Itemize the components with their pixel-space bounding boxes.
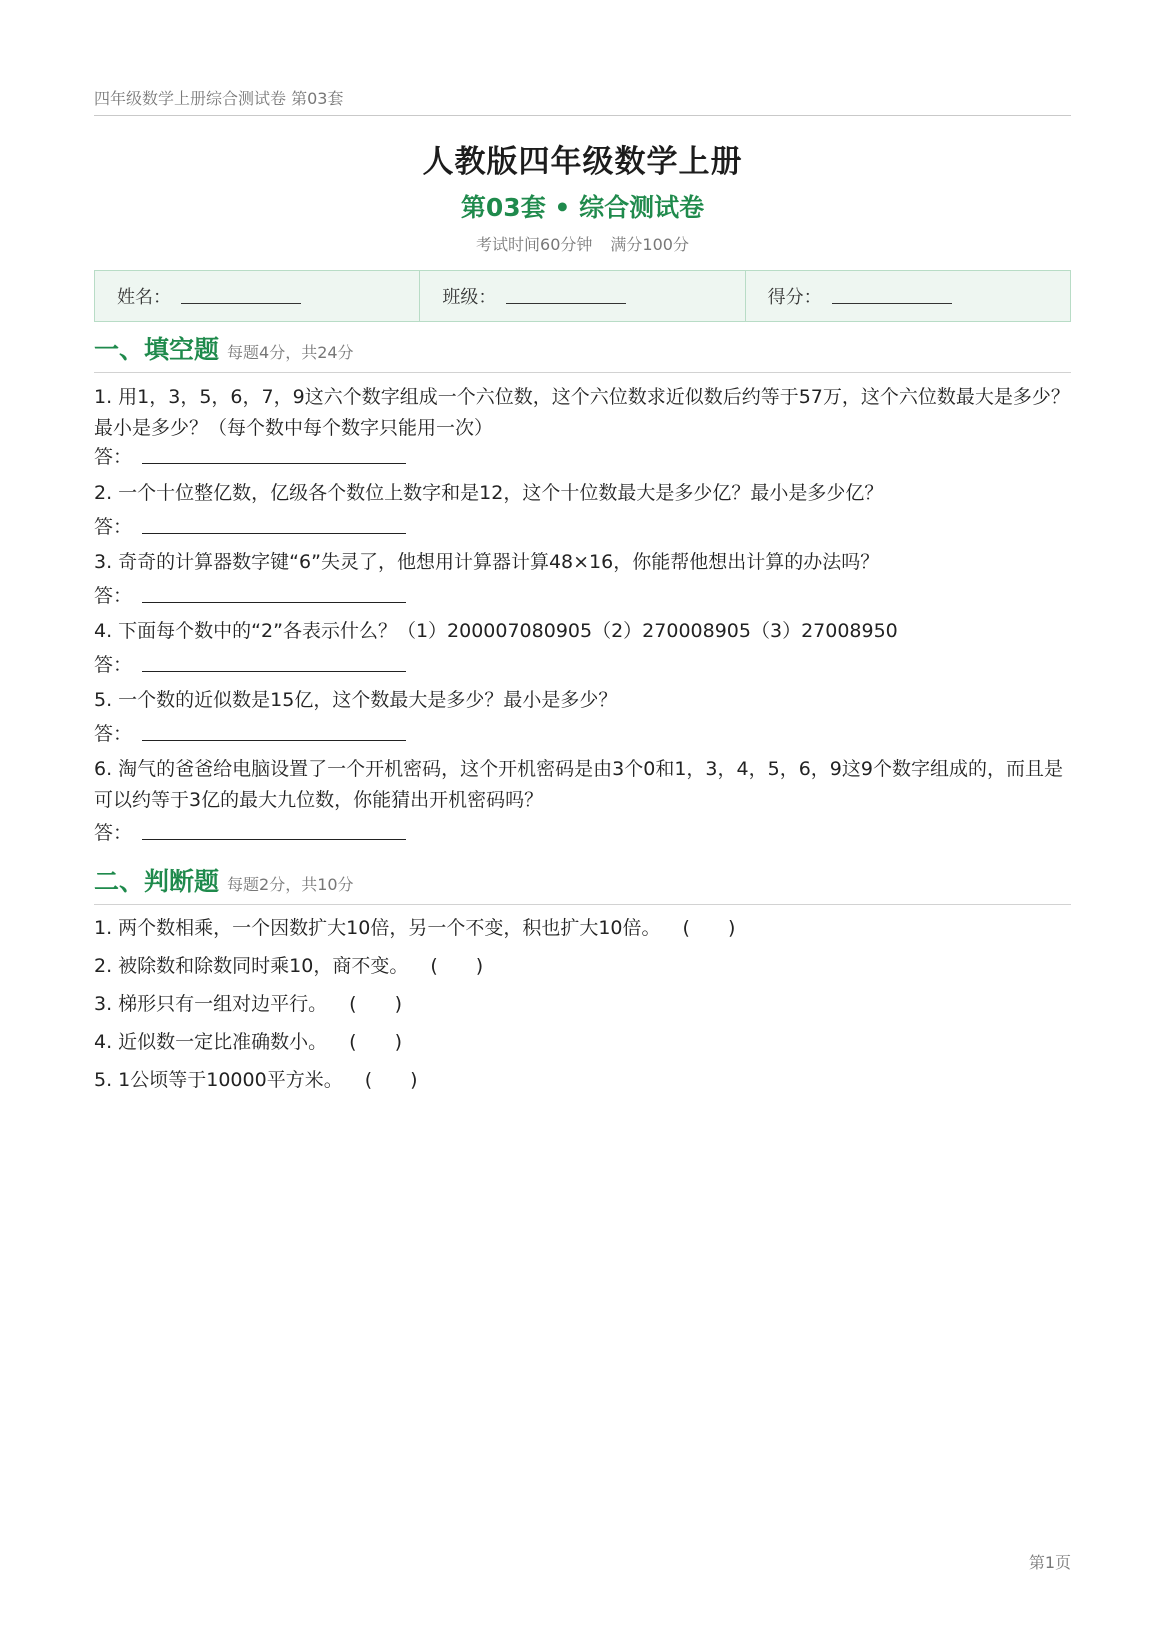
judge-text: 5. 1公顷等于10000平方米。 xyxy=(94,1069,343,1091)
section2-note: 每题2分，共10分 xyxy=(227,875,354,894)
judge-text: 3. 梯形只有一组对边平行。 xyxy=(94,993,328,1015)
exam-info xyxy=(94,232,1071,255)
class-cell xyxy=(420,271,745,321)
answer-label: 答： xyxy=(94,654,133,676)
score-cell xyxy=(746,271,1070,321)
fill-answer-6 xyxy=(94,818,406,845)
exam-page xyxy=(94,0,1071,1638)
judge-text: 2. 被除数和除数同时乘10，商不变。 xyxy=(94,955,409,977)
section1-header xyxy=(94,330,1071,366)
fill-answer-1 xyxy=(94,442,406,469)
section1-rule xyxy=(94,372,1071,373)
section1-note: 每题4分，共24分 xyxy=(227,343,354,362)
judge-text: 4. 近似数一定比准确数小。 xyxy=(94,1031,328,1053)
fill-answer-3 xyxy=(94,581,406,608)
fill-question-6: 6. 淘气的爸爸给电脑设置了一个开机密码，这个开机密码是由3个0和1，3，4，5，6，9这9个数字组成的，而且是可以约等于3亿的最大九位数，你能猜出开机密码吗？ xyxy=(94,758,1063,811)
answer-blank[interactable] xyxy=(142,728,406,741)
judge-answer-paren[interactable]: ( ) xyxy=(682,917,736,939)
answer-blank[interactable] xyxy=(142,590,406,603)
fill-question-3: 3. 奇奇的计算器数字键“6”失灵了，他想用计算器计算48×16，你能帮他想出计算的办法吗？ xyxy=(94,551,880,573)
running-header: 四年级数学上册综合测试卷 第03套 xyxy=(94,89,344,108)
name-cell xyxy=(95,271,420,321)
answer-blank[interactable] xyxy=(142,659,406,672)
judge-text: 1. 两个数相乘，一个因数扩大10倍，另一个不变，积也扩大10倍。 xyxy=(94,917,661,939)
answer-blank[interactable] xyxy=(142,451,406,464)
section1-title: 一、填空题 xyxy=(94,335,220,364)
judge-answer-paren[interactable]: ( ) xyxy=(349,1031,402,1053)
section2-title: 二、判断题 xyxy=(94,867,220,896)
full-score: 满分100分 xyxy=(610,235,689,254)
fill-question-1: 1. 用1，3，5，6，7，9这六个数字组成一个六位数，这个六位数求近似数后约等于57万，这个六位数最大是多少？最小是多少？（每个数中每个数字只能用一次） xyxy=(94,386,1070,439)
fill-question-4: 4. 下面每个数中的“2”各表示什么？（1）200007080905（2）270008905（3）27008950 xyxy=(94,620,898,642)
section2-rule xyxy=(94,904,1071,905)
page-number: 第1页 xyxy=(1028,1553,1071,1572)
answer-blank[interactable] xyxy=(142,521,406,534)
section2-header xyxy=(94,862,1071,898)
answer-blank[interactable] xyxy=(142,827,406,840)
score-blank[interactable] xyxy=(832,293,952,304)
page-title: 人教版四年级数学上册 xyxy=(422,144,743,180)
answer-label: 答： xyxy=(94,723,133,745)
class-label: 班级： xyxy=(442,287,497,308)
answer-label: 答： xyxy=(94,446,133,468)
answer-label: 答： xyxy=(94,822,133,844)
judge-question-2 xyxy=(94,951,483,978)
student-info-table xyxy=(94,270,1071,322)
judge-answer-paren[interactable]: ( ) xyxy=(349,993,402,1015)
answer-label: 答： xyxy=(94,516,133,538)
judge-question-3 xyxy=(94,989,402,1016)
judge-answer-paren[interactable]: ( ) xyxy=(430,955,484,977)
page-subtitle: 第03套 • 综合测试卷 xyxy=(460,193,705,222)
header-rule xyxy=(94,115,1071,116)
judge-question-5 xyxy=(94,1065,418,1092)
name-blank[interactable] xyxy=(181,293,301,304)
fill-answer-5 xyxy=(94,719,406,746)
judge-question-1 xyxy=(94,913,735,940)
fill-answer-4 xyxy=(94,650,406,677)
judge-answer-paren[interactable]: ( ) xyxy=(364,1069,418,1091)
name-label: 姓名： xyxy=(117,287,171,308)
exam-time: 考试时间60分钟 xyxy=(476,235,593,254)
judge-question-4 xyxy=(94,1027,402,1054)
answer-label: 答： xyxy=(94,585,133,607)
fill-question-5: 5. 一个数的近似数是15亿，这个数最大是多少？最小是多少？ xyxy=(94,689,618,711)
score-label: 得分： xyxy=(767,287,822,308)
fill-answer-2 xyxy=(94,512,406,539)
class-blank[interactable] xyxy=(506,293,626,304)
fill-question-2: 2. 一个十位整亿数，亿级各个数位上数字和是12，这个十位数最大是多少亿？最小是多少亿？ xyxy=(94,482,884,504)
